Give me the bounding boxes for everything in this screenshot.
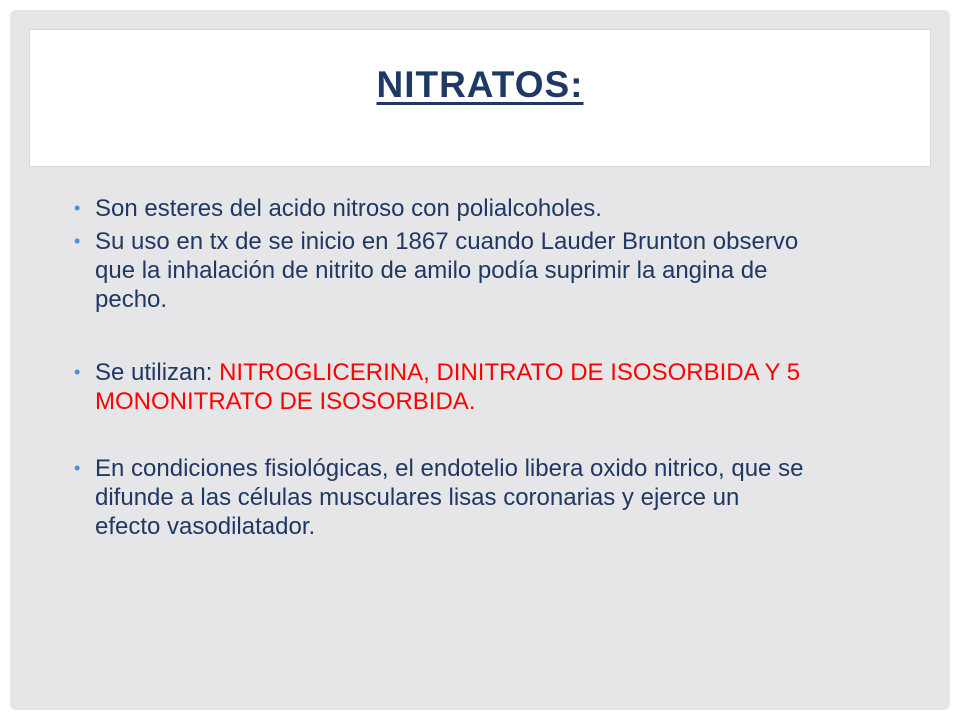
bullet-icon: • (74, 458, 81, 478)
bullet-item (74, 227, 804, 314)
bullet-item (74, 194, 804, 223)
slide (10, 10, 950, 710)
bullet-text: Su uso en tx de se inicio en 1867 cuando Lauder Brunton observo que la inhalación de nitrito de amilo podía suprimir la angina de pecho. (95, 228, 799, 313)
bullet-text-highlight: NITROGLICERINA, DINITRATO DE ISOSORBIDA Y 5 MONONITRATO DE ISOSORBIDA. (95, 359, 801, 415)
bullet-text: Son esteres del acido nitroso con polialcoholes. (95, 195, 602, 222)
bullet-text-prefix: Se utilizan: (95, 359, 220, 386)
bullet-list (74, 194, 804, 541)
bullet-icon: • (74, 231, 81, 251)
slide-title: NITRATOS: (376, 64, 584, 105)
bullet-item (74, 358, 804, 416)
bullet-icon: • (74, 362, 81, 382)
bullet-item (74, 454, 804, 541)
bullet-text: En condiciones fisiológicas, el endotelio libera oxido nitrico, que se difunde a las células musculares lisas coronarias y ejerce un efecto vasodilatador. (95, 455, 804, 540)
bullet-icon: • (74, 198, 81, 218)
title-box (29, 29, 931, 167)
